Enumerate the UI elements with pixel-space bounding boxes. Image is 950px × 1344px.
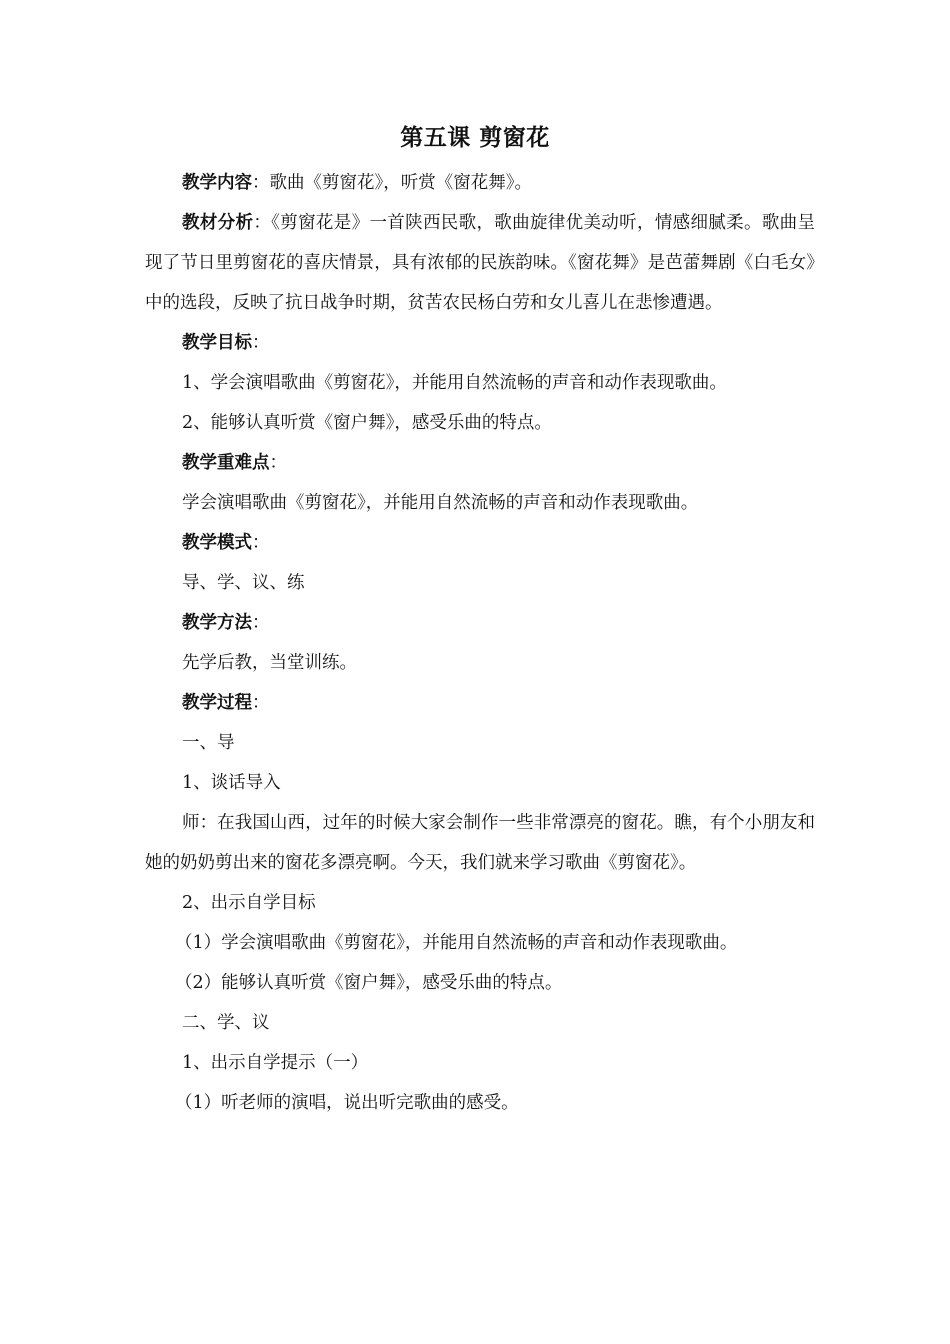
label: 教学重难点 (182, 453, 270, 473)
paragraph-teaching-goals (145, 323, 815, 363)
paragraph-teaching-method (145, 603, 815, 643)
paragraph-text: ：《剪窗花是》一首陕西民歌，歌曲旋律优美动听，情感细腻柔。歌曲呈现了节日里剪窗花的喜庆情景，具有浓郁的民族韵味。《窗花舞》是芭蕾舞剧《白毛女》中的选段，反映了抗日战争时期，贫苦农民杨白劳和女儿喜儿在悲惨遭遇。 (145, 213, 815, 313)
paragraph-section-1-1: 1、谈话导入 (182, 773, 281, 793)
paragraph-teaching-method-text: 先学后教，当堂训练。 (182, 653, 357, 673)
paragraph-text: ： (269, 453, 287, 473)
paragraph-text: ： (252, 613, 270, 633)
paragraph-section-2: 二、学、议 (182, 1013, 270, 1033)
label: 教学模式 (182, 533, 252, 553)
paragraph-goal-2: 2、能够认真听赏《窗户舞》，感受乐曲的特点。 (182, 413, 552, 433)
label: 教学方法 (182, 613, 252, 633)
paragraph-teacher-talk: 师：在我国山西，过年的时候大家会制作一些非常漂亮的窗花。瞧，有个小朋友和她的奶奶剪出来的窗花多漂亮啊。今天，我们就来学习歌曲《剪窗花》。 (145, 813, 815, 873)
paragraph-text: ： (252, 693, 270, 713)
paragraph-key-points (145, 443, 815, 483)
paragraph-teaching-mode (145, 523, 815, 563)
label: 教学过程 (182, 693, 252, 713)
paragraph-key-points-text: 学会演唱歌曲《剪窗花》，并能用自然流畅的声音和动作表现歌曲。 (182, 493, 699, 513)
paragraph-material-analysis (145, 203, 815, 323)
label: 教材分析 (182, 213, 254, 233)
paragraph-section-1: 一、导 (182, 733, 235, 753)
paragraph-text: ： (252, 333, 270, 353)
label: 教学目标 (182, 333, 252, 353)
paragraph-self-goal-1: （1）学会演唱歌曲《剪窗花》，并能用自然流畅的声音和动作表现歌曲。 (175, 933, 738, 953)
paragraph-teaching-process (145, 683, 815, 723)
paragraph-goal-1: 1、学会演唱歌曲《剪窗花》，并能用自然流畅的声音和动作表现歌曲。 (182, 373, 727, 393)
paragraph-text: ： (252, 533, 270, 553)
paragraph-teaching-mode-text: 导、学、议、练 (182, 573, 305, 593)
label: 教学内容 (182, 173, 252, 193)
paragraph-section-2-1: 1、出示自学提示（一） (182, 1053, 369, 1073)
paragraph-text: ：歌曲《剪窗花》，听赏《窗花舞》。 (252, 173, 532, 193)
paragraph-self-goal-2: （2）能够认真听赏《窗户舞》，感受乐曲的特点。 (175, 973, 563, 993)
page-title: 第五课 剪窗花 (400, 124, 550, 151)
paragraph-section-1-2: 2、出示自学目标 (182, 893, 316, 913)
paragraph-teaching-content (145, 163, 815, 203)
document-body (145, 163, 815, 1123)
paragraph-hint-1: （1）听老师的演唱，说出听完歌曲的感受。 (175, 1093, 519, 1113)
